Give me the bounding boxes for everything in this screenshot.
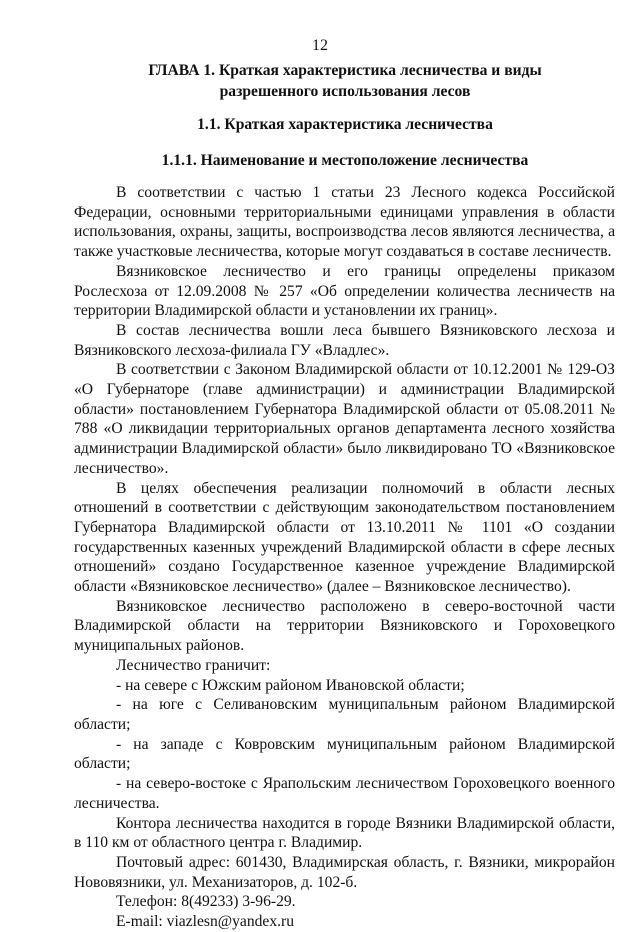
paragraph: В состав лесничества вошли леса бывшего Вязниковского лесхоза и Вязниковского лесхоза-филиала ГУ «Владлес».: [74, 321, 615, 359]
chapter-title: ГЛАВА 1. Краткая характеристика лесничества и виды разрешенного использования лесов: [148, 62, 542, 100]
section-title: 1.1. Краткая характеристика лесничества: [197, 116, 493, 133]
email-line: E-mail: viazlesn@yandex.ru: [116, 913, 295, 931]
list-item: - на севере с Южским районом Ивановской области;: [116, 676, 465, 694]
paragraph: В соответствии с Законом Владимирской области от 10.12.2001 № 129-ОЗ «О Губернаторе (главе администрации) и администрации Владимирской области» постановлением Губернатора Владимирской области от 05.08.2011 № 788 «О ликвидации территориальных органов департамента лесного хозяйства администрации Владимирской области» было ликвидировано ТО «Вязниковское лесничество».: [74, 361, 615, 477]
phone-line: Телефон: 8(49233) 3-96-29.: [116, 893, 296, 911]
list-item: - на западе с Ковровским муниципальным районом Владимирской области;: [74, 735, 615, 773]
paragraph: Вязниковское лесничество и его границы определены приказом Рослесхоза от 12.09.2008 № 257 «Об определении количества лесничеств на территории Владимирской области и установлении их границ».: [74, 262, 615, 320]
paragraph: В соответствии с частью 1 статьи 23 Лесного кодекса Российской Федерации, основными территориальными единицами управления в области использования, охраны, защиты, воспроизводства лесов являются лесничества, а также участковые лесничества, которые могут создаваться в составе лесничеств.: [74, 184, 615, 261]
paragraph: Контора лесничества находится в городе Вязники Владимирской области, в 110 км от областного центра г. Владимир.: [74, 814, 615, 852]
paragraph: В целях обеспечения реализации полномочий в области лесных отношений в соответствии с действующим законодательством постановлением Губернатора Владимирской области от 13.10.2011 № 1101 «О создании государственных казенных учреждений Владимирской области в сфере лесных отношений» создано Государственное казенное учреждение Владимирской области «Вязниковское лесничество» (далее – Вязниковское лесничество).: [74, 479, 615, 596]
body-text: [74, 183, 615, 932]
paragraph: Почтовый адрес: 601430, Владимирская область, г. Вязники, микрорайон Нововязники, ул. Механизаторов, д. 102-б.: [74, 853, 615, 891]
subsection-title: 1.1.1. Наименование и местоположение лесничества: [161, 152, 529, 169]
paragraph: Вязниковское лесничество расположено в северо-восточной части Владимирской области на территории Вязниковского и Гороховецкого муниципальных районов.: [74, 597, 615, 655]
list-item: - на северо-востоке с Ярапольским лесничеством Гороховецкого военного лесничества.: [74, 775, 615, 812]
paragraph: Лесничество граничит:: [116, 656, 271, 674]
page-number: 12: [312, 37, 328, 54]
list-item: - на юге с Селивановским муниципальным районом Владимирской области;: [74, 696, 615, 733]
